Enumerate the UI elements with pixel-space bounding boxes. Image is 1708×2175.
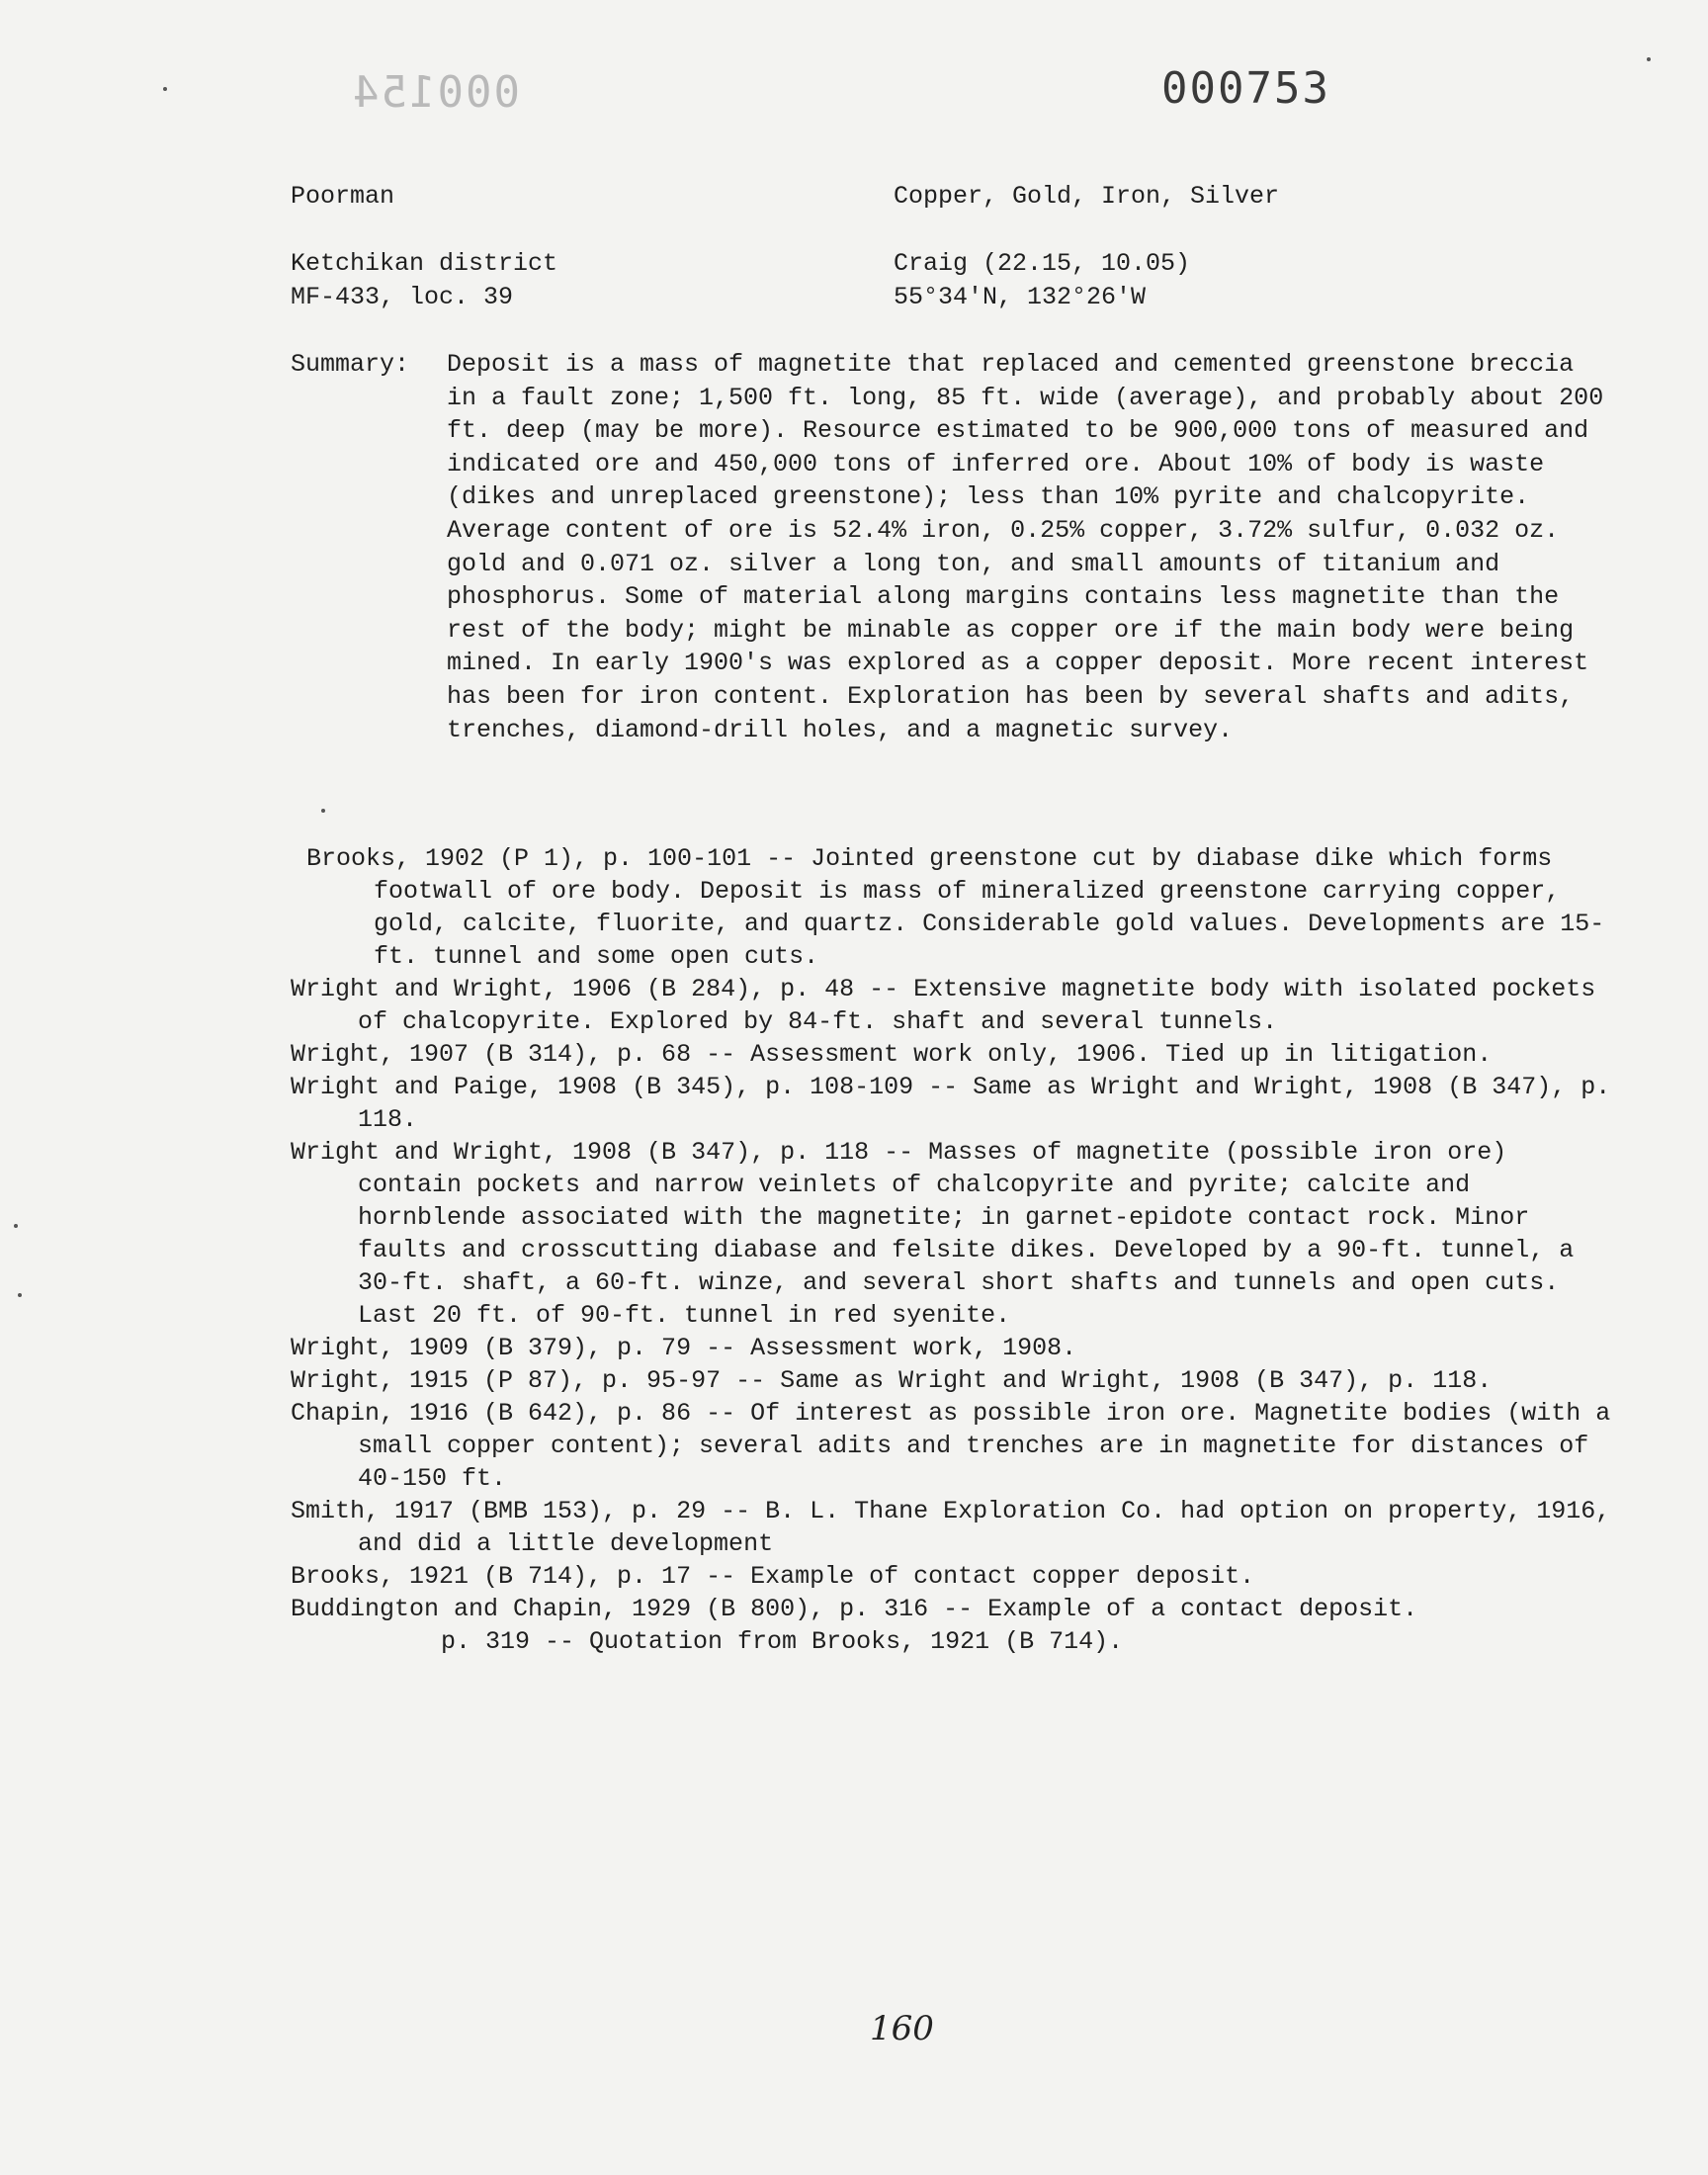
summary-text: Deposit is a mass of magnetite that replaced and cemented greenstone breccia in a fault zone; 1,500 ft. long, 85 ft. wide (average), and probably about 200 ft. deep (may be more). Resource estimated to be 900,000 tons of measured and indicated ore and 450,000 tons of inferred ore. About 10% of body is waste (dikes and unreplaced greenstone); less than 10% pyrite and chalcopyrite. Average content of ore is 52.4% iron, 0.25% copper, 3.72% sulfur, 0.032 oz. gold and 0.071 oz. silver a long ton, and small amounts of titanium and phosphorus. Some of material along margins contains less magnetite than the rest of the body; might be minable as copper ore if the main body were being mined. In early 1900's was explored as a copper deposit. More recent interest has been for iron content. Exploration has been by several shafts and adits, trenches, diamond-drill holes, and a magnetic survey. bbox=[447, 350, 1604, 744]
deposit-name: Poorman bbox=[291, 182, 395, 211]
reference-item: Wright and Wright, 1908 (B 347), p. 118 -- Masses of magnetite (possible iron ore) contain pockets and narrow veinlets of chalcopyrite and pyrite; calcite and hornblende associated with the magnetite; in garnet-epidote contact rock. Minor faults and crosscutting diabase and felsite dikes. Developed by a 90-ft. tunnel, a 30-ft. shaft, a 60-ft. winze, and several short shafts and tunnels and open cuts. Last 20 ft. of 90-ft. tunnel in red syenite. bbox=[291, 1138, 1575, 1330]
stamp-number: 000753 bbox=[1161, 63, 1330, 114]
reference-item: Wright and Paige, 1908 (B 345), p. 108-109 -- Same as Wright and Wright, 1908 (B 347), p. 118. bbox=[291, 1073, 1611, 1134]
reference-item: Wright and Wright, 1906 (B 284), p. 48 -- Extensive magnetite body with isolated pockets of chalcopyrite. Explored by 84-ft. shaft and several tunnels. bbox=[291, 975, 1596, 1036]
reference-main: Buddington and Chapin, 1929 (B 800), p. 316 -- Example of a contact deposit. bbox=[291, 1595, 1418, 1623]
scan-speck bbox=[18, 1293, 22, 1297]
coordinates: 55°34'N, 132°26'W bbox=[894, 283, 1147, 311]
references-list bbox=[291, 842, 1615, 1658]
reference-item: Chapin, 1916 (B 642), p. 86 -- Of interest as possible iron ore. Magnetite bodies (with a small copper content); several adits and trenches are in magnetite for distances of 40-150 ft. bbox=[291, 1399, 1611, 1493]
map-reference: MF-433, loc. 39 bbox=[291, 283, 514, 311]
reference-continuation: p. 319 -- Quotation from Brooks, 1921 (B 714). bbox=[441, 1627, 1124, 1656]
reference-item: Brooks, 1921 (B 714), p. 17 -- Example of contact copper deposit. bbox=[291, 1562, 1255, 1591]
reference-item: Wright, 1909 (B 379), p. 79 -- Assessment work, 1908. bbox=[291, 1334, 1077, 1362]
reference-item-last bbox=[291, 1593, 1615, 1658]
commodities: Copper, Gold, Iron, Silver bbox=[894, 182, 1280, 211]
scan-speck bbox=[163, 87, 167, 91]
quadrangle: Craig (22.15, 10.05) bbox=[894, 249, 1191, 278]
reference-item: Brooks, 1902 (P 1), p. 100-101 -- Jointed greenstone cut by diabase dike which forms footwall of ore body. Deposit is mass of mineralized greenstone carrying copper, gold, calcite, fluorite, and quartz. Considerable gold values. Developments are 15-ft. tunnel and some open cuts. bbox=[306, 844, 1605, 971]
scan-speck bbox=[321, 809, 325, 813]
reference-item: Wright, 1915 (P 87), p. 95-97 -- Same as Wright and Wright, 1908 (B 347), p. 118. bbox=[291, 1366, 1493, 1395]
reference-item: Smith, 1917 (BMB 153), p. 29 -- B. L. Thane Exploration Co. had option on property, 1916, and did a little development bbox=[291, 1497, 1611, 1558]
scan-speck bbox=[1647, 57, 1651, 61]
summary-label: Summary: bbox=[291, 350, 410, 379]
ghost-stamp-number: 000154 bbox=[351, 67, 520, 118]
district: Ketchikan district bbox=[291, 249, 558, 278]
scan-speck bbox=[14, 1224, 18, 1228]
page-number: 160 bbox=[870, 2009, 934, 2048]
reference-item: Wright, 1907 (B 314), p. 68 -- Assessment work only, 1906. Tied up in litigation. bbox=[291, 1040, 1493, 1069]
